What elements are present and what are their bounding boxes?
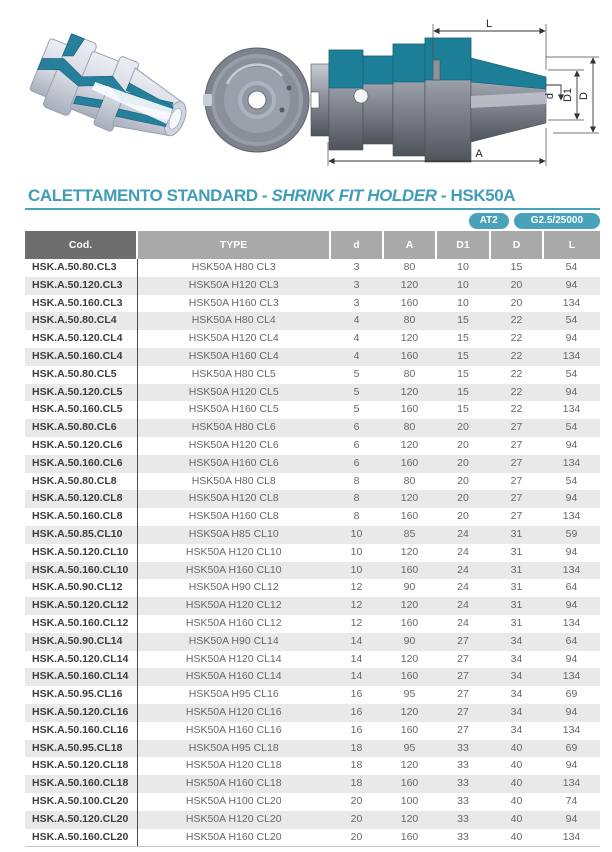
table-row [25, 490, 600, 508]
cell-cod: HSK.A.50.95.CL16 [25, 686, 137, 704]
table-row [25, 793, 600, 811]
cell-l: 69 [565, 741, 578, 754]
cell-cod: HSK.A.50.160.CL10 [25, 562, 137, 580]
cell-a: 120 [400, 759, 419, 772]
cell-d1: 20 [457, 438, 469, 451]
table-row [25, 401, 600, 419]
cell-d1: 33 [457, 741, 469, 754]
cell-d: 10 [350, 545, 363, 558]
cell-a: 85 [403, 527, 416, 540]
cell-l: 54 [565, 261, 578, 273]
cell-a: 90 [403, 634, 416, 647]
table-row [25, 757, 600, 775]
cell-type: HSK50A H120 CL12 [185, 599, 282, 612]
cell-a: 160 [400, 403, 419, 416]
cell-l: 94 [565, 759, 578, 772]
dim-label-D: D [578, 92, 590, 100]
cell-dd: 31 [510, 545, 523, 558]
cell-type: HSK50A H160 CL6 [188, 456, 279, 469]
cell-cod: HSK.A.50.120.CL4 [25, 330, 137, 348]
cell-dd: 34 [510, 723, 523, 736]
cell-d: 6 [353, 456, 360, 469]
cell-d1: 27 [457, 723, 469, 736]
cell-a: 95 [403, 688, 416, 701]
cell-l: 134 [562, 616, 581, 629]
table-body [25, 259, 600, 847]
cell-d1: 24 [457, 545, 469, 558]
table-row [25, 562, 600, 580]
cell-cod: HSK.A.50.100.CL20 [25, 793, 137, 811]
cell-cod: HSK.A.50.120.CL20 [25, 811, 137, 829]
cell-l: 54 [565, 421, 578, 434]
cell-d: 10 [350, 527, 363, 540]
cell-cod: HSK.A.50.95.CL18 [25, 740, 137, 758]
cell-cod: HSK.A.50.120.CL12 [25, 597, 137, 615]
cell-a: 120 [400, 332, 419, 345]
cell-l: 94 [565, 705, 578, 718]
cell-a: 100 [400, 794, 419, 807]
title-underline [25, 208, 600, 210]
cell-dd: 40 [510, 794, 523, 807]
cell-dd: 40 [510, 741, 523, 754]
cell-l: 54 [565, 474, 578, 487]
cell-dd: 40 [510, 777, 523, 790]
cell-d: 18 [350, 777, 363, 790]
cell-a: 160 [400, 296, 419, 309]
cell-d: 14 [350, 670, 363, 683]
dimension-drawing-figure [303, 0, 607, 176]
table-row [25, 312, 600, 330]
cell-a: 160 [400, 616, 419, 629]
table-row [25, 651, 600, 669]
cell-a: 160 [400, 777, 419, 790]
cell-d1: 33 [457, 777, 469, 790]
cell-cod: HSK.A.50.90.CL12 [25, 579, 137, 597]
cell-d: 4 [353, 332, 360, 345]
cell-cod: HSK.A.50.80.CL4 [25, 312, 137, 330]
table-row [25, 615, 600, 633]
cell-cod: HSK.A.50.160.CL5 [25, 401, 137, 419]
cell-cod: HSK.A.50.160.CL18 [25, 775, 137, 793]
cell-d: 3 [353, 278, 360, 291]
col-header-d: d [330, 231, 383, 259]
cell-type: HSK50A H160 CL16 [185, 723, 282, 736]
badge-row [0, 213, 600, 229]
cell-cod: HSK.A.50.120.CL8 [25, 490, 137, 508]
cell-d: 12 [350, 581, 363, 594]
cell-a: 160 [400, 349, 419, 362]
table-row [25, 419, 600, 437]
cell-d: 8 [353, 510, 360, 523]
table-row [25, 597, 600, 615]
cell-cod: HSK.A.50.80.CL3 [25, 259, 137, 277]
cell-l: 134 [562, 723, 581, 736]
cell-d: 14 [350, 634, 363, 647]
title-part-model: - HSK50A [436, 186, 516, 205]
cell-l: 94 [565, 438, 578, 451]
cell-dd: 31 [510, 527, 523, 540]
cell-l: 54 [565, 314, 578, 327]
col-header-a: A [383, 231, 436, 259]
cell-dd: 40 [490, 829, 543, 847]
col-header-type: TYPE [137, 231, 330, 259]
cell-l: 54 [565, 367, 578, 380]
cell-a: 120 [400, 705, 419, 718]
cell-a: 120 [400, 652, 419, 665]
cell-cod: HSK.A.50.85.CL10 [25, 526, 137, 544]
drive-notch [203, 94, 212, 106]
cell-dd: 40 [510, 812, 523, 825]
cell-d1: 15 [457, 367, 469, 380]
cell-dd: 27 [510, 456, 523, 469]
cutaway-body [26, 27, 199, 157]
cell-type: HSK50A H100 CL20 [185, 794, 282, 807]
table-row [25, 295, 600, 313]
cell-cod: HSK.A.50.160.CL8 [25, 508, 137, 526]
cell-type: HSK50A H120 CL6 [188, 438, 279, 451]
cell-d1: 24 [457, 616, 469, 629]
cell-a: 80 [403, 261, 416, 273]
cell-a: 160 [383, 829, 436, 847]
cell-cod: HSK.A.50.80.CL8 [25, 473, 137, 491]
table-row [25, 330, 600, 348]
cell-d1: 27 [457, 688, 469, 701]
cell-d: 3 [353, 261, 360, 273]
cell-l: 69 [565, 688, 578, 701]
cell-a: 90 [403, 581, 416, 594]
cell-dd: 22 [510, 403, 523, 416]
cell-cod: HSK.A.50.160.CL20 [25, 829, 137, 847]
cell-type: HSK50A H120 CL20 [185, 812, 282, 825]
cell-cod: HSK.A.50.80.CL5 [25, 366, 137, 384]
table-row [25, 526, 600, 544]
dim-label-d: d [544, 92, 556, 100]
cell-a: 120 [400, 812, 419, 825]
table-row [25, 704, 600, 722]
cell-d1: 20 [457, 474, 469, 487]
cell-type: HSK50A H120 CL18 [185, 759, 282, 772]
cell-dd: 31 [510, 599, 523, 612]
cell-d: 12 [350, 616, 363, 629]
col-header-dd: D [490, 231, 543, 259]
cell-l: 134 [562, 777, 581, 790]
cell-cod: HSK.A.50.160.CL3 [25, 295, 137, 313]
cell-d1: 15 [457, 349, 469, 362]
cell-dd: 40 [510, 759, 523, 772]
cell-l: 134 [562, 456, 581, 469]
cell-l: 94 [565, 332, 578, 345]
cell-d: 8 [353, 492, 360, 505]
cell-d: 20 [350, 812, 363, 825]
title-part-english: SHRINK FIT HOLDER [271, 186, 437, 205]
cell-a: 80 [403, 421, 416, 434]
cell-a: 95 [403, 741, 416, 754]
cell-a: 160 [400, 670, 419, 683]
cell-dd: 22 [510, 367, 523, 380]
cell-cod: HSK.A.50.120.CL10 [25, 544, 137, 562]
cell-dd: 27 [510, 510, 523, 523]
cell-a: 120 [400, 545, 419, 558]
cell-l: 94 [565, 278, 578, 291]
cell-d: 20 [350, 794, 363, 807]
cell-dd: 34 [510, 670, 523, 683]
cell-cod: HSK.A.50.120.CL14 [25, 651, 137, 669]
title-part-italian: CALETTAMENTO STANDARD - [28, 186, 272, 205]
table-row [25, 544, 600, 562]
cell-type: HSK50A H160 CL3 [188, 296, 279, 309]
cell-d: 16 [350, 723, 363, 736]
cell-d: 8 [353, 474, 360, 487]
cell-cod: HSK.A.50.80.CL6 [25, 419, 137, 437]
figures-row [0, 0, 612, 181]
cell-type: HSK50A H120 CL10 [185, 545, 282, 558]
table-row [25, 473, 600, 491]
cell-cod: HSK.A.50.160.CL6 [25, 455, 137, 473]
cell-a: 80 [403, 367, 416, 380]
cutaway-3d-figure [22, 18, 207, 170]
cell-dd: 34 [510, 652, 523, 665]
center-bore [248, 91, 266, 109]
cell-type: HSK50A H80 CL4 [191, 314, 276, 327]
cell-dd: 34 [510, 688, 523, 701]
cell-d: 6 [353, 438, 360, 451]
table-row [25, 633, 600, 651]
cell-type: HSK50A H80 CL5 [191, 367, 276, 380]
cell-dd: 31 [510, 563, 523, 576]
cell-type: HSK50A H90 CL14 [188, 634, 279, 647]
cell-l: 134 [562, 670, 581, 683]
cell-dd: 22 [510, 349, 523, 362]
cell-dd: 34 [510, 705, 523, 718]
table-row [25, 455, 600, 473]
cell-d1: 27 [457, 634, 469, 647]
cell-type: HSK50A H80 CL6 [191, 421, 276, 434]
table-row [25, 668, 600, 686]
cell-dd: 31 [510, 616, 523, 629]
cell-d: 14 [350, 652, 363, 665]
cell-cod: HSK.A.50.160.CL16 [25, 722, 137, 740]
cell-cod: HSK.A.50.160.CL14 [25, 668, 137, 686]
cell-a: 120 [400, 385, 419, 398]
col-header-d1: D1 [436, 231, 490, 259]
cell-type: HSK50A H120 CL5 [188, 385, 279, 398]
cell-d1: 27 [457, 652, 469, 665]
cell-d: 4 [353, 349, 360, 362]
cell-l: 59 [565, 527, 578, 540]
cell-d: 12 [350, 599, 363, 612]
cell-a: 160 [400, 723, 419, 736]
cell-d: 10 [350, 563, 363, 576]
cell-d1: 33 [457, 794, 469, 807]
cell-l: 94 [565, 812, 578, 825]
table-row [25, 259, 600, 277]
cell-type: HSK50A H80 CL8 [191, 474, 276, 487]
cell-type: HSK50A H160 CL5 [188, 403, 279, 416]
cell-a: 120 [400, 599, 419, 612]
cell-d1: 24 [457, 599, 469, 612]
cell-l: 64 [565, 634, 578, 647]
cell-type: HSK50A H90 CL12 [188, 581, 279, 594]
table-header [25, 231, 600, 259]
cell-dd: 22 [510, 314, 523, 327]
cell-d1: 20 [457, 492, 469, 505]
table-row [25, 366, 600, 384]
cell-a: 160 [400, 456, 419, 469]
cell-a: 120 [400, 438, 419, 451]
cell-type: HSK50A H80 CL3 [191, 261, 276, 273]
cell-type: HSK50A H160 CL10 [185, 563, 282, 576]
cell-type: HSK50A H160 CL18 [185, 777, 282, 790]
cell-l: 134 [543, 829, 600, 847]
cell-cod: HSK.A.50.120.CL3 [25, 277, 137, 295]
cell-d1: 24 [457, 527, 469, 540]
table-row [25, 277, 600, 295]
cell-type: HSK50A H120 CL3 [188, 278, 279, 291]
cell-dd: 22 [510, 332, 523, 345]
cell-d: 3 [353, 296, 360, 309]
tool-silhouette [311, 38, 546, 162]
col-header-l: L [543, 231, 600, 259]
cell-d1: 27 [457, 705, 469, 718]
cell-l: 134 [562, 296, 581, 309]
cell-type: HSK50A H120 CL8 [188, 492, 279, 505]
cell-cod: HSK.A.50.120.CL16 [25, 704, 137, 722]
cell-d1: 10 [457, 278, 469, 291]
table-row [25, 384, 600, 402]
table-row [25, 437, 600, 455]
cell-type: HSK50A H160 CL4 [188, 349, 279, 362]
cell-type: HSK50A H160 CL14 [185, 670, 282, 683]
page-title [28, 186, 600, 206]
cell-d1: 24 [457, 563, 469, 576]
cell-dd: 20 [510, 278, 523, 291]
cell-a: 160 [400, 563, 419, 576]
cell-cod: HSK.A.50.120.CL18 [25, 757, 137, 775]
cell-d1: 15 [457, 314, 469, 327]
cell-a: 120 [400, 492, 419, 505]
cell-d1: 20 [457, 421, 469, 434]
cell-l: 64 [565, 581, 578, 594]
cell-type: HSK50A H120 CL16 [185, 705, 282, 718]
cell-dd: 27 [510, 474, 523, 487]
cell-l: 94 [565, 385, 578, 398]
col-header-cod: Cod. [25, 231, 137, 259]
cell-d: 20 [330, 829, 383, 847]
table-row [25, 775, 600, 793]
cell-dd: 22 [510, 385, 523, 398]
cell-dd: 27 [510, 492, 523, 505]
cell-d1: 15 [457, 385, 469, 398]
dim-label-A: A [475, 148, 483, 160]
cell-d: 18 [350, 741, 363, 754]
cell-l: 134 [562, 349, 581, 362]
cell-dd: 31 [510, 581, 523, 594]
cell-d1: 27 [457, 670, 469, 683]
dim-label-D1: D1 [562, 87, 574, 103]
cell-d1: 10 [457, 261, 469, 273]
cell-a: 80 [403, 314, 416, 327]
cell-dd: 15 [510, 261, 523, 273]
cell-cod: HSK.A.50.90.CL14 [25, 633, 137, 651]
dim-label-L: L [485, 18, 493, 30]
cell-type: HSK50A H95 CL16 [188, 688, 279, 701]
cell-d1: 33 [436, 829, 490, 847]
cell-d1: 24 [457, 581, 469, 594]
cell-dd: 27 [510, 421, 523, 434]
cell-type: HSK50A H120 CL4 [188, 332, 279, 345]
table-row [25, 829, 600, 847]
cell-d1: 15 [457, 332, 469, 345]
cell-type: HSK50A H120 CL14 [185, 652, 282, 665]
cell-l: 134 [562, 510, 581, 523]
cell-d1: 33 [457, 812, 469, 825]
table-row [25, 348, 600, 366]
cell-d: 16 [350, 688, 363, 701]
front-view-figure [202, 44, 312, 157]
cell-type: HSK50A H95 CL18 [188, 741, 279, 754]
cell-a: 80 [403, 474, 416, 487]
cell-type: HSK50A H85 CL10 [188, 527, 279, 540]
cell-d: 16 [350, 705, 363, 718]
table-row [25, 508, 600, 526]
cell-d1: 33 [457, 759, 469, 772]
cell-type: HSK50A H160 CL12 [185, 616, 282, 629]
cell-d: 6 [353, 421, 360, 434]
cell-type: HSK50A H160 CL20 [137, 829, 330, 847]
cell-d1: 10 [457, 296, 469, 309]
table-row [25, 740, 600, 758]
table-row [25, 686, 600, 704]
cell-l: 94 [565, 492, 578, 505]
cell-l: 134 [562, 403, 581, 416]
cell-type: HSK50A H160 CL8 [188, 510, 279, 523]
cell-l: 94 [565, 652, 578, 665]
cell-dd: 20 [510, 296, 523, 309]
cell-dd: 27 [510, 438, 523, 451]
balancing-badge: G2.5/25000 [514, 213, 600, 229]
cell-a: 120 [400, 278, 419, 291]
cell-l: 74 [565, 794, 578, 807]
cell-l: 94 [565, 599, 578, 612]
cell-d1: 20 [457, 510, 469, 523]
cell-l: 94 [565, 545, 578, 558]
cell-dd: 34 [510, 634, 523, 647]
spec-table [25, 231, 600, 847]
cell-a: 160 [400, 510, 419, 523]
table-row [25, 811, 600, 829]
cell-d: 5 [353, 385, 360, 398]
cell-d: 5 [353, 367, 360, 380]
cell-cod: HSK.A.50.120.CL5 [25, 384, 137, 402]
table-row [25, 579, 600, 597]
cell-d1: 20 [457, 456, 469, 469]
cell-d1: 15 [457, 403, 469, 416]
cell-cod: HSK.A.50.160.CL12 [25, 615, 137, 633]
cell-d: 5 [353, 403, 360, 416]
cell-d: 4 [353, 314, 360, 327]
cell-cod: HSK.A.50.160.CL4 [25, 348, 137, 366]
tolerance-badge: AT2 [469, 213, 509, 229]
table-row [25, 722, 600, 740]
cell-cod: HSK.A.50.120.CL6 [25, 437, 137, 455]
cell-l: 134 [562, 563, 581, 576]
cell-d: 18 [350, 759, 363, 772]
